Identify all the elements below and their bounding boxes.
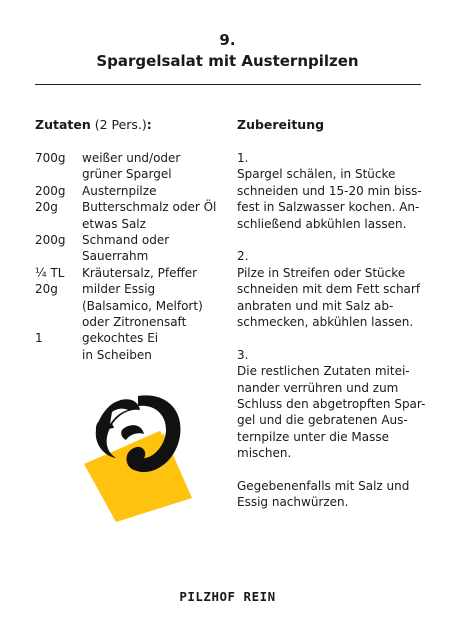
ingredient-name: Schmand oder Sauerrahm [82, 233, 170, 264]
preparation-step-1: 1. Spargel schälen, in Stücke schneiden und 15-20 min biss- fest in Salzwasser kochen. An- schließend abkühlen lassen. [237, 151, 422, 231]
ingredient-row [35, 150, 235, 183]
ingredient-quantity: 200g [35, 183, 66, 198]
ingredients-heading-label: Zutaten [35, 117, 91, 132]
preparation-heading: Zubereitung [237, 117, 325, 132]
ingredient-name: Austernpilze [82, 183, 157, 198]
preparation-steps [237, 150, 427, 527]
ingredient-quantity: 700g [35, 151, 66, 165]
ingredient-row [35, 281, 235, 330]
ingredient-name: Butterschmalz oder Öl etwas Salz [82, 200, 217, 231]
ingredient-name: weißer und/oder grüner Spargel [82, 151, 181, 182]
ingredient-row [35, 232, 235, 265]
ingredient-quantity: 20g [35, 200, 58, 215]
ingredients-heading-servings: (2 Pers.) [90, 117, 147, 132]
ingredient-quantity: 1 [35, 331, 43, 346]
preparation-note: Gegebenenfalls mit Salz und Essig nachwürzen. [237, 479, 410, 510]
ingredient-row [35, 265, 235, 281]
ingredient-name: milder Essig (Balsamico, Melfort) oder Zitronensaft [82, 282, 203, 330]
ingredient-name: Kräutersalz, Pfeffer [82, 265, 198, 280]
recipe-title: Spargelsalat mit Austernpilzen [96, 52, 359, 70]
pretzel-logo-icon [82, 382, 192, 522]
ingredients-list [35, 150, 235, 363]
recipe-number: 9. [219, 31, 236, 49]
ingredient-quantity: ¼ TL [35, 265, 65, 280]
ingredient-name: gekochtes Ei in Scheiben [82, 331, 159, 362]
ingredient-quantity: 20g [35, 282, 58, 297]
ingredients-heading [35, 116, 152, 133]
ingredient-row [35, 330, 235, 363]
ingredients-heading-colon: : [146, 117, 152, 132]
brand-footer: PILZHOF REIN [179, 589, 276, 604]
ingredient-row [35, 183, 235, 199]
title-divider [35, 84, 421, 85]
ingredient-row [35, 199, 235, 232]
ingredient-quantity: 200g [35, 233, 66, 248]
preparation-step-2: 2. Pilze in Streifen oder Stücke schneiden mit dem Fett scharf anbraten und mit Salz ab- schmecken, abkühlen lassen. [237, 249, 421, 330]
preparation-step-3: 3. Die restlichen Zutaten mitei- nander verrühren und zum Schluss den abgetropften Spar- gel und die gebratenen Aus- ternpilze unter die Masse mischen. [237, 347, 426, 461]
